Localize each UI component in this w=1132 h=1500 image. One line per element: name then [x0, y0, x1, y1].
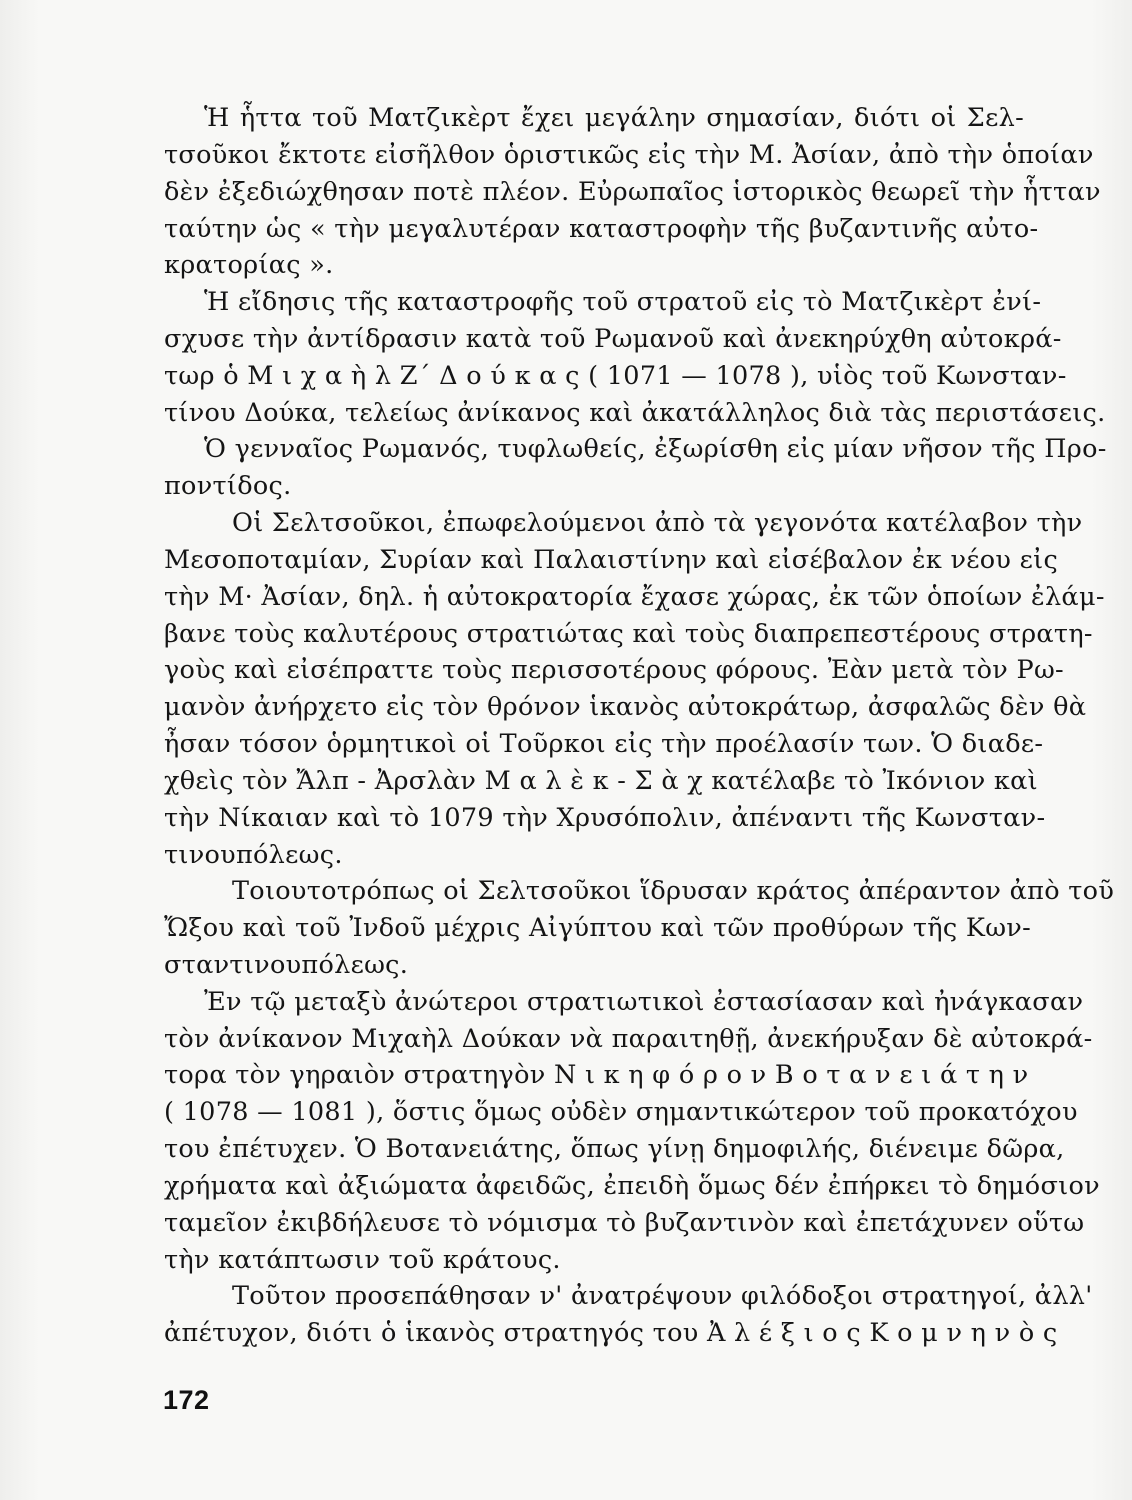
text-line: δὲν ἐξεδιώχθησαν ποτὲ πλέον. Εὐρωπαῖος ἱστορικὸς θεωρεῖ τὴν ἧτταν [164, 176, 1101, 207]
text-line: Οἱ Σελτσοῦκοι, ἐπωφελούμενοι ἀπὸ τὰ γεγονότα κατέλαβον τὴν [232, 508, 1083, 539]
text-line: χρήματα καὶ ἀξιώματα ἀφειδῶς, ἐπειδὴ ὅμως δέν ἐπήρκει τὸ δημόσιον [164, 1170, 1100, 1201]
text-line: μανὸν ἀνήρχετο εἰς τὸν θρόνον ἱκανὸς αὐτοκράτωρ, ἀσφαλῶς δὲν θὰ [164, 692, 1087, 723]
text-line: τὸν ἀνίκανον Μιχαὴλ Δούκαν νὰ παραιτηθῇ, ἀνεκήρυξαν δὲ αὐτοκρά- [164, 1023, 1093, 1054]
text-line: Ὤξου καὶ τοῦ Ἰνδοῦ μέχρις Αἰγύπτου καὶ τῶν προθύρων τῆς Κων- [164, 913, 1032, 944]
text-line: βανε τοὺς καλυτέρους στρατιώτας καὶ τοὺς διαπρεπεστέρους στρατη- [164, 618, 1093, 649]
text-line: Ὁ γενναῖος Ρωμανός, τυφλωθείς, ἐξωρίσθη εἰς μίαν νῆσον τῆς Προ- [204, 434, 1107, 465]
text-line: τὴν Μ· Ἀσίαν, δηλ. ἡ αὐτοκρατορία ἔχασε χώρας, ἐκ τῶν ὁποίων ἐλάμ- [164, 581, 1105, 612]
text-line: τὴν Νίκαιαν καὶ τὸ 1079 τὴν Χρυσόπολιν, ἀπέναντι τῆς Κωνσταν- [164, 802, 1046, 833]
text-line: σχυσε τὴν ἀντίδρασιν κατὰ τοῦ Ρωμανοῦ καὶ ἀνεκηρύχθη αὐτοκρά- [164, 323, 1062, 354]
text-line: τίνου Δούκα, τελείως ἀνίκανος καὶ ἀκατάλληλος διὰ τὰς περιστάσεις. [164, 397, 1106, 428]
text-line: γοὺς καὶ εἰσέπραττε τοὺς περισσοτέρους φόρους. Ἐὰν μετὰ τὸν Ρω- [164, 655, 1064, 686]
page-number: 172 [163, 1385, 210, 1415]
text-line: Μεσοποταμίαν, Συρίαν καὶ Παλαιστίνην καὶ εἰσέβαλον ἐκ νέου εἰς [164, 544, 1059, 575]
text-line: ( 1078 — 1081 ), ὅστις ὅμως οὐδὲν σημαντικώτερον τοῦ προκατόχου [164, 1097, 1078, 1128]
text-line: τωρ ὁ Μ ι χ α ὴ λ Ζ΄ Δ ο ύ κ α ς ( 1071 — 1078 ), υἱὸς τοῦ Κωνσταν- [164, 360, 1067, 391]
text-line: τινουπόλεως. [164, 839, 343, 870]
text-line: ἦσαν τόσον ὁρμητικοὶ οἱ Τοῦρκοι εἰς τὴν προέλασίν των. Ὁ διαδε- [164, 729, 1044, 759]
text-line: ταμεῖον ἐκιβδήλευσε τὸ νόμισμα τὸ βυζαντινὸν καὶ ἐπετάχυνεν οὕτω [164, 1207, 1085, 1238]
text-line: τορα τὸν γηραιὸν στρατηγὸν Ν ι κ η φ ό ρ ο ν Β ο τ α ν ε ι ά τ η ν [164, 1060, 1029, 1091]
text-line: κρατορίας ». [164, 250, 334, 281]
text-line: τσοῦκοι ἔκτοτε εἰσῆλθον ὁριστικῶς εἰς τὴν Μ. Ἀσίαν, ἀπὸ τὴν ὁποίαν [164, 139, 1094, 170]
text-line: Τοῦτον προσεπάθησαν ν' ἀνατρέψουν φιλόδοξοι στρατηγοί, ἀλλ' [232, 1281, 1093, 1312]
text-line: σταντινουπόλεως. [164, 949, 409, 980]
text-line: ἀπέτυχον, διότι ὁ ἱκανὸς στρατηγός του Ἀ λ έ ξ ι ο ς Κ ο μ ν η ν ὸ ς [164, 1318, 1058, 1349]
text-line: Ἡ ἧττα τοῦ Ματζικὲρτ ἔχει μεγάλην σημασίαν, διότι οἱ Σελ- [204, 103, 1024, 133]
text-line: του ἐπέτυχεν. Ὁ Βοτανειάτης, ὅπως γίνῃ δημοφιλής, διένειμε δῶρα, [164, 1134, 1065, 1165]
text-line: ποντίδος. [164, 471, 292, 502]
text-line: Ἡ εἴδησις τῆς καταστροφῆς τοῦ στρατοῦ εἰς τὸ Ματζικὲρτ ἐνί- [204, 287, 1042, 318]
text-line: τὴν κατάπτωσιν τοῦ κράτους. [164, 1244, 561, 1275]
text-line: Ἐν τῷ μεταξὺ ἀνώτεροι στρατιωτικοὶ ἐστασίασαν καὶ ἠνάγκασαν [204, 986, 1084, 1017]
text-line: Τοιουτοτρόπως οἱ Σελτσοῦκοι ἵδρυσαν κράτος ἀπέραντον ἀπὸ τοῦ [232, 876, 1115, 907]
text-line: χθεὶς τὸν Ἄλπ - Ἀρσλὰν Μ α λ ὲ κ - Σ ὰ χ κατέλαβε τὸ Ἰκόνιον καὶ [164, 765, 1038, 796]
text-line: ταύτην ὡς « τὴν μεγαλυτέραν καταστροφὴν τῆς βυζαντινῆς αὐτο- [164, 213, 1039, 244]
